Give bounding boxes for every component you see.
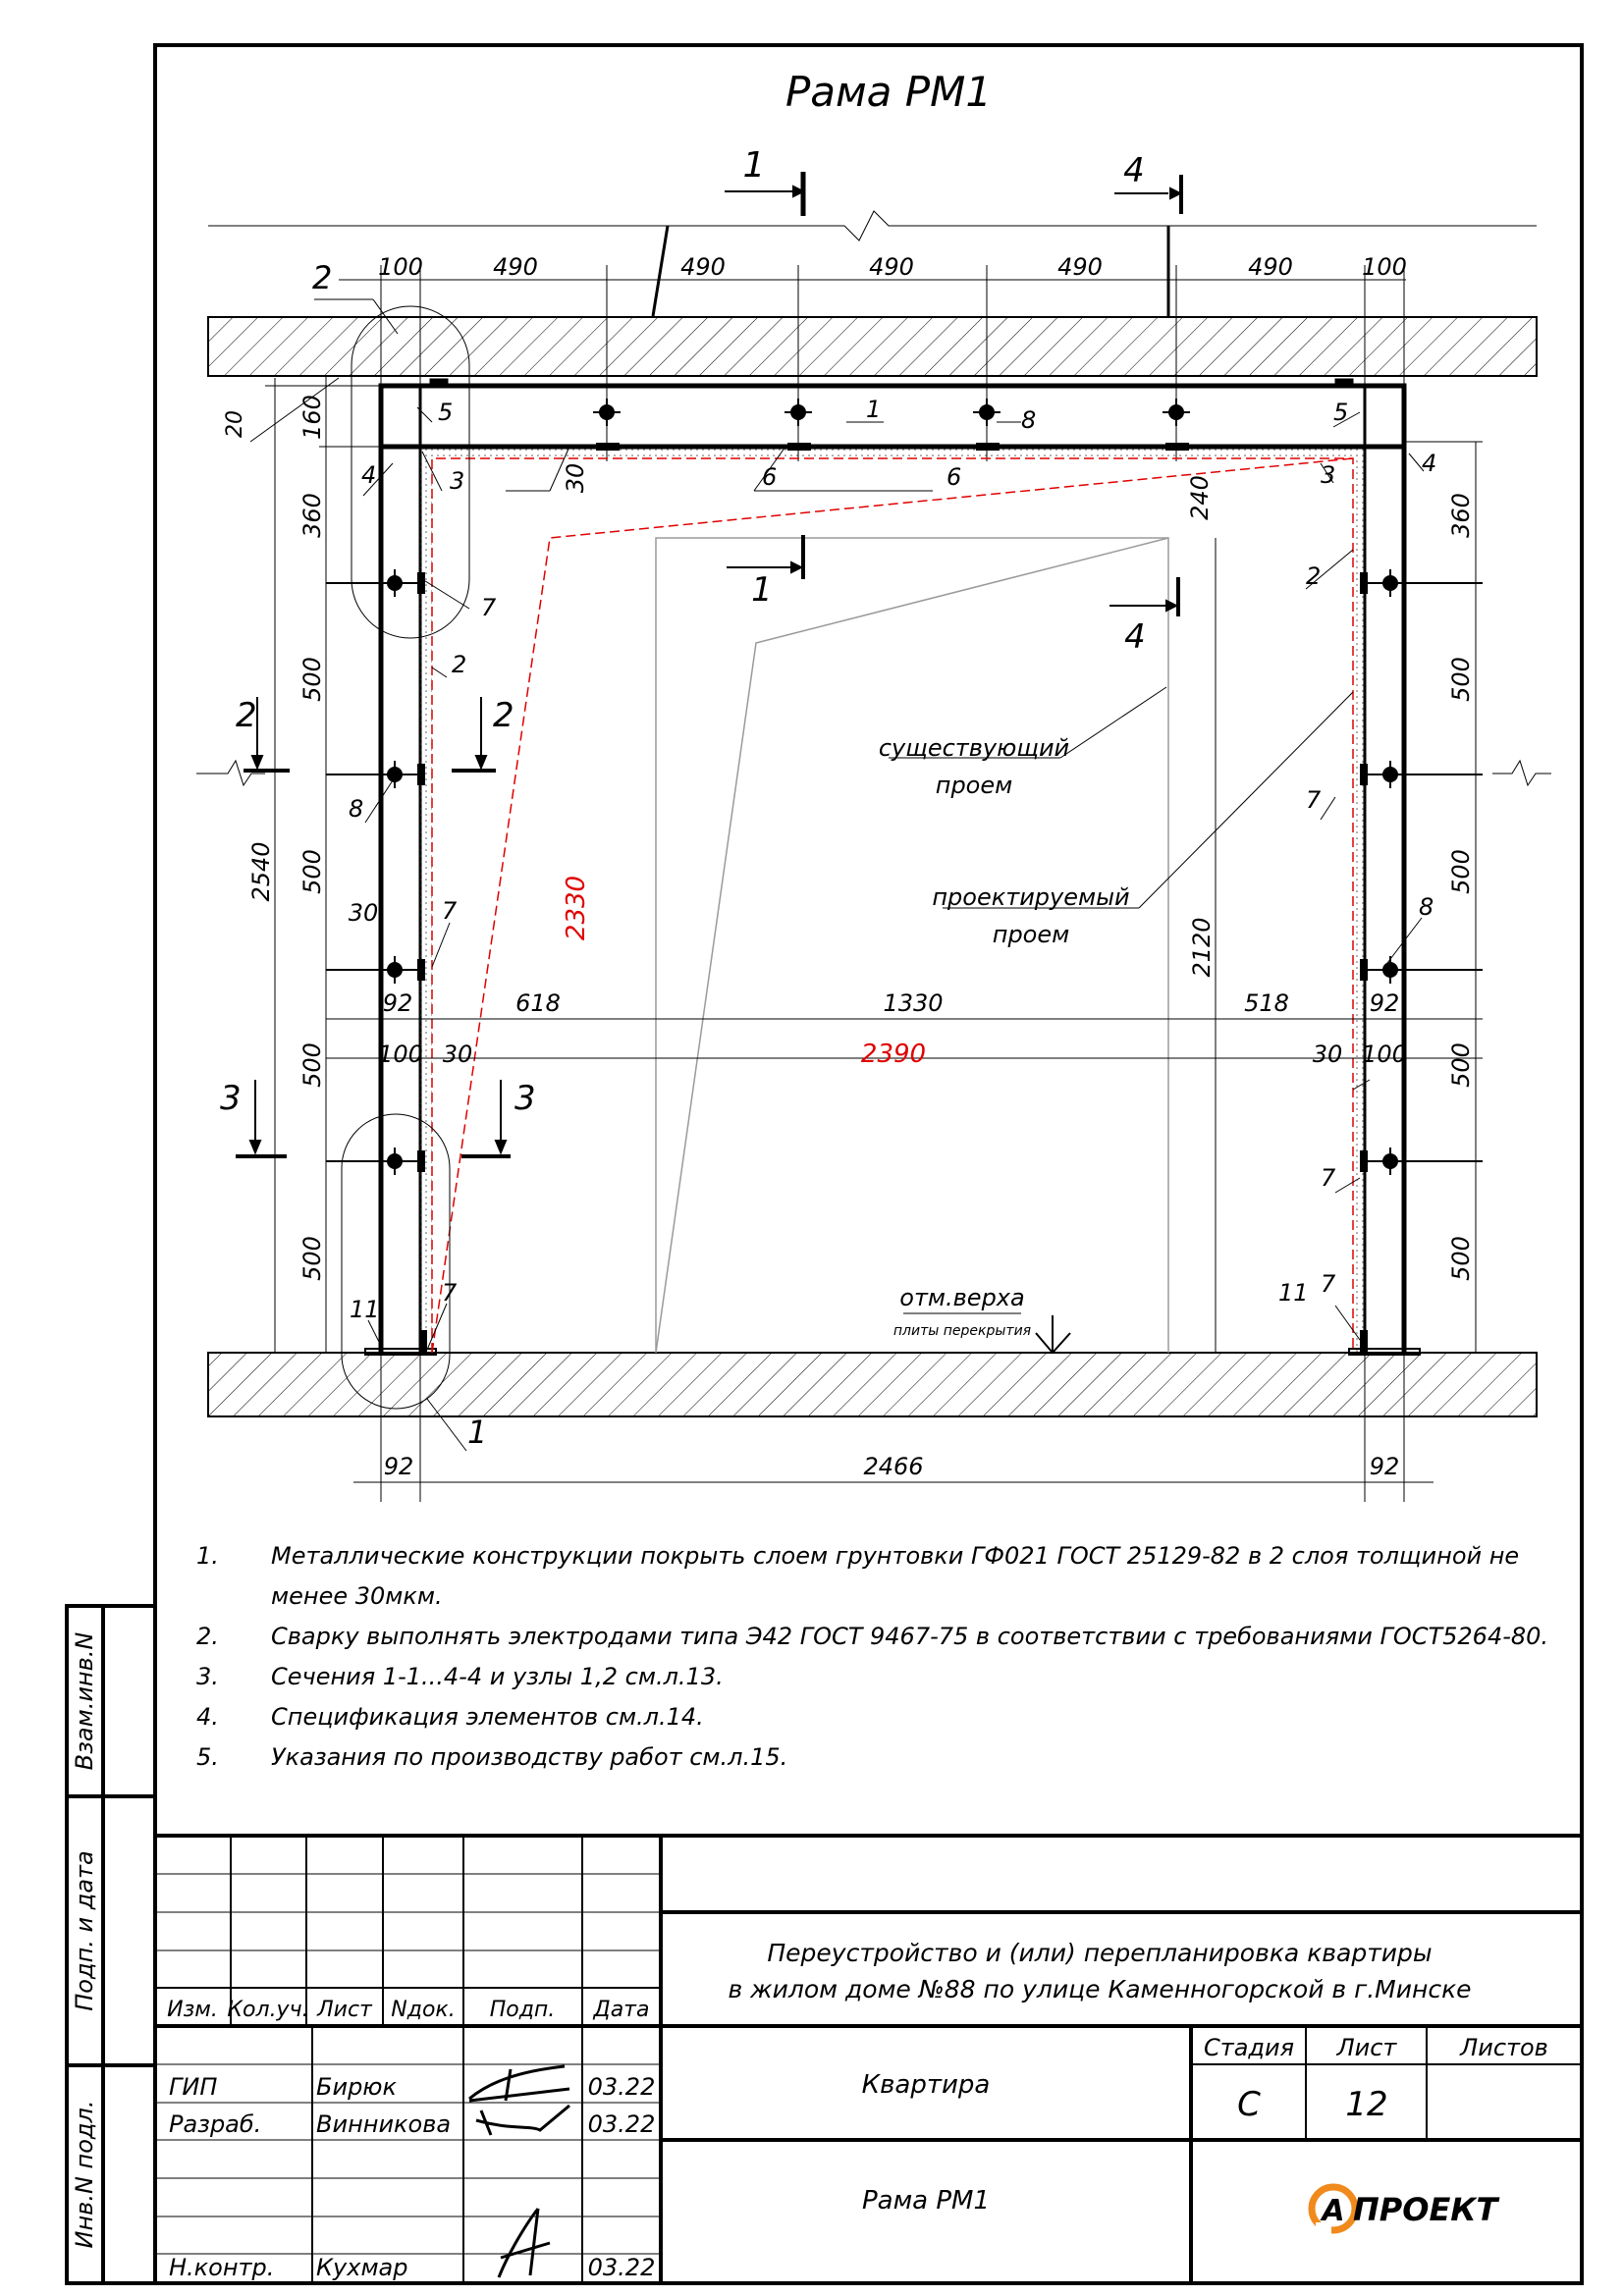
tb-stage-value: С xyxy=(1237,2085,1261,2124)
note-item: 3. Сечения 1-1...4-4 и узлы 1,2 см.л.13. xyxy=(196,1663,724,1690)
tb-header-koluch: Кол.уч. xyxy=(227,1998,309,2022)
company-logo xyxy=(1312,2187,1499,2234)
callout-5-right: 5 xyxy=(1333,399,1349,426)
callout-2-node: 2 xyxy=(312,259,333,296)
tb-sheet-value: 12 xyxy=(1345,2085,1388,2124)
row92-3: 518 xyxy=(1244,989,1289,1017)
elevation-label-2: плиты перекрытия xyxy=(893,1323,1032,1339)
top-dim-2: 490 xyxy=(680,253,726,281)
callout-11-left: 11 xyxy=(350,1296,380,1323)
inner-dim-2120: 2120 xyxy=(1188,917,1216,978)
tb-header-podp: Подп. xyxy=(489,1998,556,2022)
inner-dim-2390: 2390 xyxy=(860,1040,927,1069)
tb-role-razrab: Разраб. xyxy=(169,2110,262,2138)
note-item: 5. Указания по производству работ см.л.15. xyxy=(196,1743,788,1771)
callout-1-beam: 1 xyxy=(866,396,882,423)
tb-project-line2: в жилом доме №88 по улице Каменногорской в г.Минске xyxy=(728,1975,1472,2003)
tb-name-kukhmar: Кухмар xyxy=(316,2254,408,2281)
signature-gip xyxy=(469,2066,569,2101)
right-dim-500-b: 500 xyxy=(1447,849,1475,894)
callout-2-right: 2 xyxy=(1306,562,1322,590)
left-dim-500-a: 500 xyxy=(298,657,326,702)
callout-7-b: 7 xyxy=(442,897,458,925)
logo-letter: А xyxy=(1322,2194,1345,2228)
existing-label-1: существующий xyxy=(878,734,1070,762)
callout-2-left: 2 xyxy=(452,651,467,678)
column-anchors xyxy=(326,569,1483,1351)
callout-4-right: 4 xyxy=(1422,450,1437,477)
inner-dim-240: 240 xyxy=(1186,475,1214,520)
tb-sheet-name: Рама РМ1 xyxy=(861,2186,991,2216)
signature-nkontr xyxy=(499,2209,550,2277)
callout-leaders xyxy=(314,299,1424,1451)
tb-sheets-label: Листов xyxy=(1460,2034,1548,2061)
section-marker-2 xyxy=(243,697,496,771)
tb-header-list: Лист xyxy=(317,1998,372,2022)
left-dim-20: 20 xyxy=(223,410,247,438)
callout-7-d: 7 xyxy=(1306,786,1322,814)
inner-dim-2330: 2330 xyxy=(562,875,591,941)
tb-role-gip: ГИП xyxy=(169,2073,218,2101)
callout-7-a: 7 xyxy=(481,594,497,621)
existing-label-2: проем xyxy=(935,772,1013,799)
top-dim-5: 490 xyxy=(1248,253,1293,281)
bottom-dim-2: 92 xyxy=(1369,1453,1400,1480)
tb-date-1: 03.22 xyxy=(587,2073,656,2101)
section-marker-3 xyxy=(236,1080,511,1156)
tb-header-izm: Изм. xyxy=(167,1998,218,2022)
top-dim-3: 490 xyxy=(869,253,914,281)
callout-7-e: 7 xyxy=(1321,1164,1336,1192)
note-item: 4. Спецификация элементов см.л.14. xyxy=(196,1703,704,1731)
general-notes xyxy=(196,1536,1551,1778)
right-dim-500-a: 500 xyxy=(1447,657,1475,702)
left-dim-500-b: 500 xyxy=(298,849,326,894)
left-dim-2540: 2540 xyxy=(247,841,275,902)
row92-2: 1330 xyxy=(883,989,944,1017)
callout-6-left: 6 xyxy=(762,463,778,491)
top-dim-1: 490 xyxy=(493,253,538,281)
inner-dim-30-left: 30 xyxy=(442,1041,473,1068)
designed-label-2: проем xyxy=(992,921,1070,948)
note-item: 1. Металлические конструкции покрыть слоем грунтовки ГФ021 ГОСТ 25129-82 в 2 слоя толщиной не менее 30мкм. xyxy=(196,1542,1520,1610)
callout-11-right: 11 xyxy=(1278,1279,1309,1307)
right-dimension-chain xyxy=(1216,442,1483,1353)
floor-slab xyxy=(208,1353,1537,1416)
row100-right: 100 xyxy=(1362,1041,1407,1068)
section-2-left-label: 2 xyxy=(236,696,257,735)
right-dim-500-d: 500 xyxy=(1447,1236,1475,1281)
signature-razrab xyxy=(476,2106,569,2135)
row100-left: 100 xyxy=(378,1041,423,1068)
tb-name-vinnikova: Винникова xyxy=(316,2110,452,2138)
left-break-mark xyxy=(196,761,265,785)
tb-project-line1: Переустройство и (или) перепланировка квартиры xyxy=(767,1939,1433,1967)
side-stamp-vzam: Взам.инв.N xyxy=(71,1631,98,1771)
inner-dim-30-top: 30 xyxy=(562,462,589,494)
side-stamp-inv: Инв.N подл. xyxy=(71,2100,98,2249)
tb-header-ndok: Nдок. xyxy=(391,1998,456,2022)
elevation-mark xyxy=(1036,1315,1070,1353)
row92-0: 92 xyxy=(382,989,413,1017)
tb-stage-label: Стадия xyxy=(1203,2034,1295,2061)
tb-object: Квартира xyxy=(861,2070,991,2100)
top-dim-4: 490 xyxy=(1057,253,1103,281)
ceiling-slab xyxy=(208,317,1537,376)
bottom-dim-1: 2466 xyxy=(863,1453,924,1480)
top-dim-6: 100 xyxy=(1362,253,1407,281)
callout-3-left: 3 xyxy=(450,467,465,495)
inner-dim-30-side: 30 xyxy=(348,899,379,927)
section-4-mid-label: 4 xyxy=(1124,617,1146,657)
section-2-right-label: 2 xyxy=(493,696,514,735)
tb-date-3: 03.22 xyxy=(587,2254,656,2281)
drawing-title: Рама РМ1 xyxy=(784,68,993,116)
left-dim-500-c: 500 xyxy=(298,1042,326,1088)
row92-1: 618 xyxy=(515,989,561,1017)
beam-anchors xyxy=(593,399,1190,450)
section-3-left-label: 3 xyxy=(220,1079,242,1118)
left-dim-360: 360 xyxy=(298,493,326,538)
top-break-line xyxy=(208,211,1537,240)
callout-7-f: 7 xyxy=(1321,1270,1336,1298)
callout-3-right: 3 xyxy=(1321,461,1336,489)
existing-opening xyxy=(656,538,1168,1353)
callout-5-left: 5 xyxy=(438,399,454,426)
section-4-top-label: 4 xyxy=(1123,151,1145,190)
callout-1-node: 1 xyxy=(467,1414,488,1451)
tb-date-2: 03.22 xyxy=(587,2110,656,2138)
section-1-top-label: 1 xyxy=(742,145,766,186)
note-item: 2. Сварку выполнять электродами типа Э42 ГОСТ 9467-75 в соответствии с требованиями ГОСТ5264-80. xyxy=(196,1623,1549,1650)
callout-6-right: 6 xyxy=(947,463,962,491)
tb-role-nkontr: Н.контр. xyxy=(169,2254,275,2281)
left-dim-500-d: 500 xyxy=(298,1236,326,1281)
right-dim-360: 360 xyxy=(1447,493,1475,538)
section-3-right-label: 3 xyxy=(514,1079,536,1118)
callout-8-beam: 8 xyxy=(1021,406,1037,434)
section-1-mid-label: 1 xyxy=(751,570,773,610)
frame-beam xyxy=(381,379,1404,458)
elevation-label-1: отм.верха xyxy=(899,1284,1025,1311)
side-stamp-podp: Подп. и дата xyxy=(71,1850,98,2011)
inner-dim-30-right: 30 xyxy=(1312,1041,1343,1068)
logo-text: ПРОЕКТ xyxy=(1353,2191,1498,2228)
top-dim-0: 100 xyxy=(378,253,423,281)
callout-8-right: 8 xyxy=(1419,893,1434,921)
bottom-dim-0: 92 xyxy=(383,1453,414,1480)
right-break-mark xyxy=(1492,761,1551,785)
tb-sheet-label: Лист xyxy=(1336,2034,1397,2061)
tb-name-biryuk: Бирюк xyxy=(316,2073,397,2101)
designed-label-1: проектируемый xyxy=(932,883,1130,911)
callout-8-left: 8 xyxy=(349,795,364,823)
right-dim-500-c: 500 xyxy=(1447,1042,1475,1088)
callout-7-c: 7 xyxy=(442,1279,458,1307)
callout-4-left: 4 xyxy=(361,461,377,489)
row92-4: 92 xyxy=(1369,989,1400,1017)
left-dim-160: 160 xyxy=(298,395,326,440)
tb-header-data: Дата xyxy=(593,1998,650,2022)
